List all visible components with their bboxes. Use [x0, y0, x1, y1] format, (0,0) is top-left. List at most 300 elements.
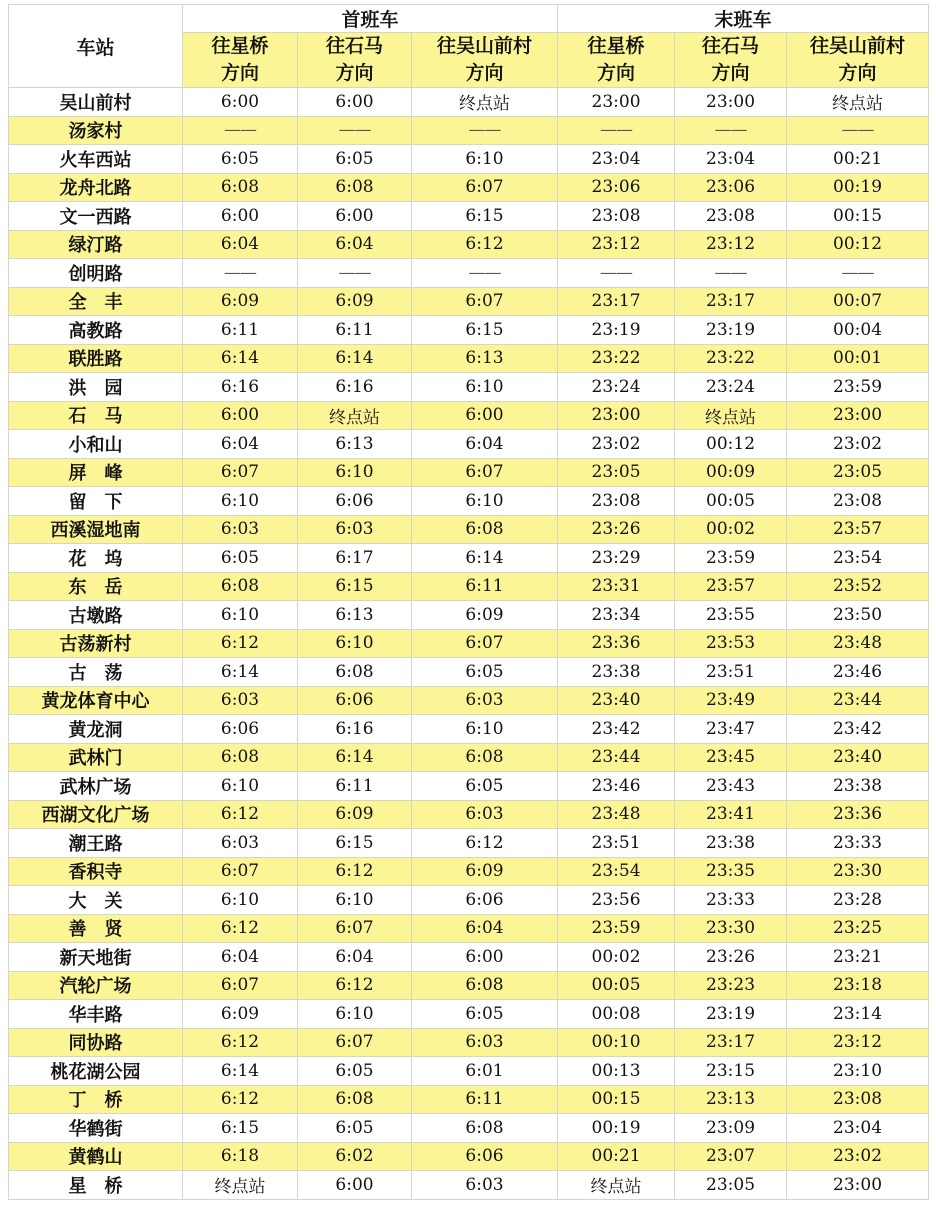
time-cell: 6:09 — [412, 601, 558, 630]
time-cell: 6:03 — [412, 686, 558, 715]
table-row — [9, 1171, 929, 1200]
time-cell: 6:14 — [412, 544, 558, 573]
time-cell: 23:26 — [675, 943, 787, 972]
time-cell: 00:04 — [787, 316, 929, 345]
table-row — [9, 886, 929, 915]
table-row — [9, 800, 929, 829]
time-cell: 6:04 — [412, 430, 558, 459]
time-cell: 6:17 — [298, 544, 412, 573]
time-cell: 23:04 — [787, 1114, 929, 1143]
time-cell: 23:19 — [675, 1000, 787, 1029]
time-cell: 6:03 — [183, 829, 298, 858]
time-cell: 23:40 — [558, 686, 675, 715]
time-cell: 23:57 — [787, 515, 929, 544]
table-row — [9, 544, 929, 573]
table-row — [9, 857, 929, 886]
time-cell: 6:08 — [183, 572, 298, 601]
time-cell: 6:00 — [183, 202, 298, 231]
time-cell: 23:05 — [558, 458, 675, 487]
time-cell: 6:04 — [183, 430, 298, 459]
time-cell: 00:05 — [675, 487, 787, 516]
time-cell: 6:07 — [412, 287, 558, 316]
station-name: 西溪湿地南 — [9, 515, 183, 544]
time-cell: 23:54 — [787, 544, 929, 573]
table-row — [9, 515, 929, 544]
station-name: 石 马 — [9, 401, 183, 430]
time-cell: 23:55 — [675, 601, 787, 630]
time-cell: 6:00 — [298, 202, 412, 231]
time-cell: —— — [787, 116, 929, 145]
time-cell: 6:05 — [412, 658, 558, 687]
time-cell: 6:08 — [298, 658, 412, 687]
time-cell: 6:05 — [412, 1000, 558, 1029]
time-cell: 23:08 — [558, 202, 675, 231]
time-cell: 6:10 — [183, 601, 298, 630]
time-cell: 23:12 — [675, 230, 787, 259]
time-cell: 终点站 — [298, 401, 412, 430]
station-name: 黄龙体育中心 — [9, 686, 183, 715]
time-cell: 23:08 — [787, 1085, 929, 1114]
time-cell: 6:10 — [412, 145, 558, 174]
table-row — [9, 401, 929, 430]
time-cell: 23:26 — [558, 515, 675, 544]
time-cell: 23:21 — [787, 943, 929, 972]
station-name: 善 贤 — [9, 914, 183, 943]
table-row — [9, 88, 929, 117]
time-cell: 6:06 — [412, 1142, 558, 1171]
time-cell: 6:12 — [183, 1028, 298, 1057]
station-name: 屏 峰 — [9, 458, 183, 487]
time-cell: 23:08 — [558, 487, 675, 516]
time-cell: 23:59 — [675, 544, 787, 573]
table-row — [9, 601, 929, 630]
last-train-header: 末班车 — [558, 5, 929, 33]
time-cell: 23:22 — [558, 344, 675, 373]
time-cell: 00:01 — [787, 344, 929, 373]
time-cell: 6:07 — [183, 857, 298, 886]
time-cell: 6:00 — [183, 88, 298, 117]
station-name: 黄龙洞 — [9, 715, 183, 744]
time-cell: 23:10 — [787, 1057, 929, 1086]
table-row — [9, 173, 929, 202]
time-cell: 6:11 — [412, 572, 558, 601]
time-cell: 00:15 — [787, 202, 929, 231]
time-cell: 23:07 — [675, 1142, 787, 1171]
station-name: 汤家村 — [9, 116, 183, 145]
time-cell: 6:15 — [298, 572, 412, 601]
time-cell: 23:17 — [558, 287, 675, 316]
time-cell: 6:09 — [183, 287, 298, 316]
table-row — [9, 572, 929, 601]
time-cell: —— — [298, 116, 412, 145]
time-cell: 6:10 — [183, 886, 298, 915]
time-cell: 23:00 — [787, 1171, 929, 1200]
time-cell: 6:13 — [298, 430, 412, 459]
time-cell: 6:15 — [183, 1114, 298, 1143]
station-name: 东 岳 — [9, 572, 183, 601]
table-row — [9, 686, 929, 715]
time-cell: —— — [412, 116, 558, 145]
table-row — [9, 373, 929, 402]
table-row — [9, 943, 929, 972]
time-cell: 6:15 — [412, 316, 558, 345]
time-cell: 23:51 — [675, 658, 787, 687]
time-cell: 6:07 — [412, 173, 558, 202]
time-cell: 23:04 — [558, 145, 675, 174]
time-cell: 6:07 — [183, 971, 298, 1000]
time-cell: —— — [183, 116, 298, 145]
time-cell: 6:09 — [412, 857, 558, 886]
time-cell: 6:10 — [298, 458, 412, 487]
time-cell: 23:19 — [675, 316, 787, 345]
table-row — [9, 1028, 929, 1057]
time-cell: 23:05 — [787, 458, 929, 487]
time-cell: 23:22 — [675, 344, 787, 373]
table-row — [9, 259, 929, 288]
station-name: 华鹤街 — [9, 1114, 183, 1143]
time-cell: 6:03 — [412, 1028, 558, 1057]
time-cell: 23:12 — [787, 1028, 929, 1057]
time-cell: 23:44 — [558, 743, 675, 772]
time-cell: 6:07 — [412, 629, 558, 658]
time-cell: 00:15 — [558, 1085, 675, 1114]
time-cell: 6:08 — [412, 743, 558, 772]
station-name: 武林门 — [9, 743, 183, 772]
time-cell: 23:54 — [558, 857, 675, 886]
time-cell: 23:43 — [675, 772, 787, 801]
time-cell: 6:09 — [298, 800, 412, 829]
time-cell: 23:05 — [675, 1171, 787, 1200]
station-name: 古墩路 — [9, 601, 183, 630]
time-cell: 6:10 — [412, 487, 558, 516]
table-row — [9, 287, 929, 316]
time-cell: 6:06 — [412, 886, 558, 915]
time-cell: 23:02 — [787, 430, 929, 459]
direction-header: 往星桥 方向 — [183, 33, 298, 88]
station-name: 香积寺 — [9, 857, 183, 886]
time-cell: 6:01 — [412, 1057, 558, 1086]
time-cell: 终点站 — [675, 401, 787, 430]
time-cell: 23:06 — [558, 173, 675, 202]
station-name: 同协路 — [9, 1028, 183, 1057]
table-row — [9, 1085, 929, 1114]
direction-header: 往石马 方向 — [675, 33, 787, 88]
time-cell: 23:38 — [558, 658, 675, 687]
table-row — [9, 1142, 929, 1171]
time-cell: 23:02 — [787, 1142, 929, 1171]
table-row — [9, 658, 929, 687]
time-cell: 6:12 — [183, 800, 298, 829]
time-cell: 23:36 — [787, 800, 929, 829]
time-cell: 23:40 — [787, 743, 929, 772]
time-cell: 6:05 — [298, 1114, 412, 1143]
time-cell: 6:07 — [298, 914, 412, 943]
station-name: 文一西路 — [9, 202, 183, 231]
time-cell: 23:36 — [558, 629, 675, 658]
time-cell: 6:12 — [298, 857, 412, 886]
first-train-header: 首班车 — [183, 5, 558, 33]
table-row — [9, 1057, 929, 1086]
station-name: 龙舟北路 — [9, 173, 183, 202]
station-name: 汽轮广场 — [9, 971, 183, 1000]
time-cell: 23:17 — [675, 287, 787, 316]
time-cell: 6:10 — [183, 772, 298, 801]
time-cell: 6:04 — [298, 230, 412, 259]
station-name: 古荡新村 — [9, 629, 183, 658]
time-cell: 6:12 — [412, 829, 558, 858]
time-cell: 23:38 — [675, 829, 787, 858]
time-cell: 23:42 — [787, 715, 929, 744]
time-cell: 6:00 — [298, 88, 412, 117]
time-cell: 00:19 — [787, 173, 929, 202]
time-cell: 6:14 — [183, 658, 298, 687]
table-row — [9, 629, 929, 658]
direction-header: 往星桥 方向 — [558, 33, 675, 88]
time-cell: 23:12 — [558, 230, 675, 259]
time-cell: 23:59 — [558, 914, 675, 943]
station-name: 火车西站 — [9, 145, 183, 174]
time-cell: 23:45 — [675, 743, 787, 772]
time-cell: 23:14 — [787, 1000, 929, 1029]
time-cell: 23:09 — [675, 1114, 787, 1143]
time-cell: 00:12 — [675, 430, 787, 459]
table-row — [9, 829, 929, 858]
time-cell: 6:03 — [412, 800, 558, 829]
time-cell: 23:00 — [558, 401, 675, 430]
station-name: 新天地街 — [9, 943, 183, 972]
time-cell: 6:00 — [183, 401, 298, 430]
station-name: 留 下 — [9, 487, 183, 516]
timetable-body — [9, 88, 929, 1200]
time-cell: 23:48 — [787, 629, 929, 658]
time-cell: 6:03 — [298, 515, 412, 544]
time-cell: 00:05 — [558, 971, 675, 1000]
time-cell: 6:02 — [298, 1142, 412, 1171]
time-cell: 23:15 — [675, 1057, 787, 1086]
time-cell: 6:10 — [412, 373, 558, 402]
time-cell: 23:35 — [675, 857, 787, 886]
station-name: 大 关 — [9, 886, 183, 915]
station-name: 黄鹤山 — [9, 1142, 183, 1171]
time-cell: 6:08 — [412, 971, 558, 1000]
time-cell: 6:08 — [183, 743, 298, 772]
time-cell: 6:11 — [298, 772, 412, 801]
direction-header: 往吴山前村 方向 — [412, 33, 558, 88]
station-name: 高教路 — [9, 316, 183, 345]
time-cell: 6:05 — [183, 544, 298, 573]
time-cell: 6:14 — [183, 344, 298, 373]
station-name: 洪 园 — [9, 373, 183, 402]
time-cell: —— — [412, 259, 558, 288]
time-cell: 23:46 — [558, 772, 675, 801]
time-cell: —— — [675, 259, 787, 288]
time-cell: 6:14 — [298, 743, 412, 772]
time-cell: 00:10 — [558, 1028, 675, 1057]
time-cell: 23:50 — [787, 601, 929, 630]
table-row — [9, 743, 929, 772]
station-name: 潮王路 — [9, 829, 183, 858]
time-cell: 23:06 — [675, 173, 787, 202]
time-cell: 终点站 — [558, 1171, 675, 1200]
header-row-groups — [9, 5, 929, 33]
time-cell: 6:13 — [412, 344, 558, 373]
time-cell: 6:08 — [298, 173, 412, 202]
time-cell: 6:12 — [183, 1085, 298, 1114]
time-cell: 23:24 — [675, 373, 787, 402]
time-cell: —— — [558, 259, 675, 288]
time-cell: 6:08 — [412, 1114, 558, 1143]
time-cell: 23:30 — [675, 914, 787, 943]
time-cell: 6:11 — [298, 316, 412, 345]
station-name: 古 荡 — [9, 658, 183, 687]
time-cell: 23:08 — [675, 202, 787, 231]
time-cell: 6:08 — [298, 1085, 412, 1114]
time-cell: 6:15 — [412, 202, 558, 231]
time-cell: 23:04 — [675, 145, 787, 174]
time-cell: 6:12 — [183, 629, 298, 658]
time-cell: 6:08 — [183, 173, 298, 202]
time-cell: 6:11 — [183, 316, 298, 345]
time-cell: 6:04 — [183, 230, 298, 259]
time-cell: 6:15 — [298, 829, 412, 858]
time-cell: 6:16 — [298, 373, 412, 402]
time-cell: —— — [675, 116, 787, 145]
time-cell: 23:34 — [558, 601, 675, 630]
time-cell: 6:06 — [183, 715, 298, 744]
time-cell: 23:56 — [558, 886, 675, 915]
time-cell: 23:57 — [675, 572, 787, 601]
time-cell: 6:03 — [412, 1171, 558, 1200]
station-name: 联胜路 — [9, 344, 183, 373]
station-name: 武林广场 — [9, 772, 183, 801]
time-cell: 6:06 — [298, 686, 412, 715]
time-cell: 23:44 — [787, 686, 929, 715]
station-name: 花 坞 — [9, 544, 183, 573]
table-row — [9, 116, 929, 145]
time-cell: 23:51 — [558, 829, 675, 858]
direction-header: 往石马 方向 — [298, 33, 412, 88]
time-cell: 6:16 — [298, 715, 412, 744]
time-cell: 23:33 — [675, 886, 787, 915]
time-cell: 6:10 — [412, 715, 558, 744]
table-row — [9, 202, 929, 231]
time-cell: 00:08 — [558, 1000, 675, 1029]
time-cell: 23:42 — [558, 715, 675, 744]
time-cell: 6:12 — [298, 971, 412, 1000]
station-name: 全 丰 — [9, 287, 183, 316]
table-row — [9, 971, 929, 1000]
station-name: 小和山 — [9, 430, 183, 459]
time-cell: 23:00 — [558, 88, 675, 117]
time-cell: 6:10 — [298, 1000, 412, 1029]
time-cell: 00:21 — [787, 145, 929, 174]
table-row — [9, 230, 929, 259]
station-name: 创明路 — [9, 259, 183, 288]
table-row — [9, 487, 929, 516]
time-cell: 23:23 — [675, 971, 787, 1000]
time-cell: 23:31 — [558, 572, 675, 601]
time-cell: 6:07 — [298, 1028, 412, 1057]
time-cell: 终点站 — [787, 88, 929, 117]
time-cell: 23:48 — [558, 800, 675, 829]
time-cell: 23:24 — [558, 373, 675, 402]
time-cell: 终点站 — [412, 88, 558, 117]
table-row — [9, 1114, 929, 1143]
time-cell: 6:05 — [412, 772, 558, 801]
time-cell: 23:38 — [787, 772, 929, 801]
time-cell: 6:03 — [183, 686, 298, 715]
time-cell: 23:00 — [675, 88, 787, 117]
table-row — [9, 914, 929, 943]
time-cell: 00:09 — [675, 458, 787, 487]
time-cell: 23:25 — [787, 914, 929, 943]
time-cell: 6:10 — [298, 886, 412, 915]
time-cell: 6:00 — [412, 943, 558, 972]
time-cell: —— — [183, 259, 298, 288]
time-cell: 终点站 — [183, 1171, 298, 1200]
time-cell: 6:14 — [183, 1057, 298, 1086]
time-cell: 6:13 — [298, 601, 412, 630]
station-name: 西湖文化广场 — [9, 800, 183, 829]
table-row — [9, 772, 929, 801]
table-row — [9, 1000, 929, 1029]
time-cell: 00:02 — [558, 943, 675, 972]
table-row — [9, 430, 929, 459]
time-cell: 6:05 — [298, 145, 412, 174]
time-cell: —— — [787, 259, 929, 288]
time-cell: 23:49 — [675, 686, 787, 715]
time-cell: 6:04 — [412, 914, 558, 943]
time-cell: 23:08 — [787, 487, 929, 516]
time-cell: 6:04 — [298, 943, 412, 972]
time-cell: 6:03 — [183, 515, 298, 544]
time-cell: 00:02 — [675, 515, 787, 544]
time-cell: 00:12 — [787, 230, 929, 259]
table-row — [9, 316, 929, 345]
time-cell: 23:00 — [787, 401, 929, 430]
time-cell: 6:09 — [183, 1000, 298, 1029]
station-name: 星 桥 — [9, 1171, 183, 1200]
time-cell: 00:19 — [558, 1114, 675, 1143]
time-cell: 23:30 — [787, 857, 929, 886]
table-row — [9, 145, 929, 174]
time-cell: 23:59 — [787, 373, 929, 402]
time-cell: 00:21 — [558, 1142, 675, 1171]
time-cell: 23:18 — [787, 971, 929, 1000]
time-cell: 6:07 — [412, 458, 558, 487]
station-header: 车站 — [9, 5, 183, 88]
time-cell: 6:00 — [298, 1171, 412, 1200]
time-cell: —— — [298, 259, 412, 288]
time-cell: 6:09 — [298, 287, 412, 316]
station-name: 丁 桥 — [9, 1085, 183, 1114]
time-cell: 6:10 — [298, 629, 412, 658]
time-cell: 23:17 — [675, 1028, 787, 1057]
time-cell: 6:05 — [298, 1057, 412, 1086]
time-cell: 6:07 — [183, 458, 298, 487]
time-cell: 23:33 — [787, 829, 929, 858]
time-cell: 6:06 — [298, 487, 412, 516]
time-cell: 6:10 — [183, 487, 298, 516]
table-row — [9, 344, 929, 373]
time-cell: —— — [558, 116, 675, 145]
time-cell: 6:04 — [183, 943, 298, 972]
time-cell: 6:08 — [412, 515, 558, 544]
time-cell: 6:18 — [183, 1142, 298, 1171]
time-cell: 23:41 — [675, 800, 787, 829]
time-cell: 00:13 — [558, 1057, 675, 1086]
time-cell: 6:16 — [183, 373, 298, 402]
